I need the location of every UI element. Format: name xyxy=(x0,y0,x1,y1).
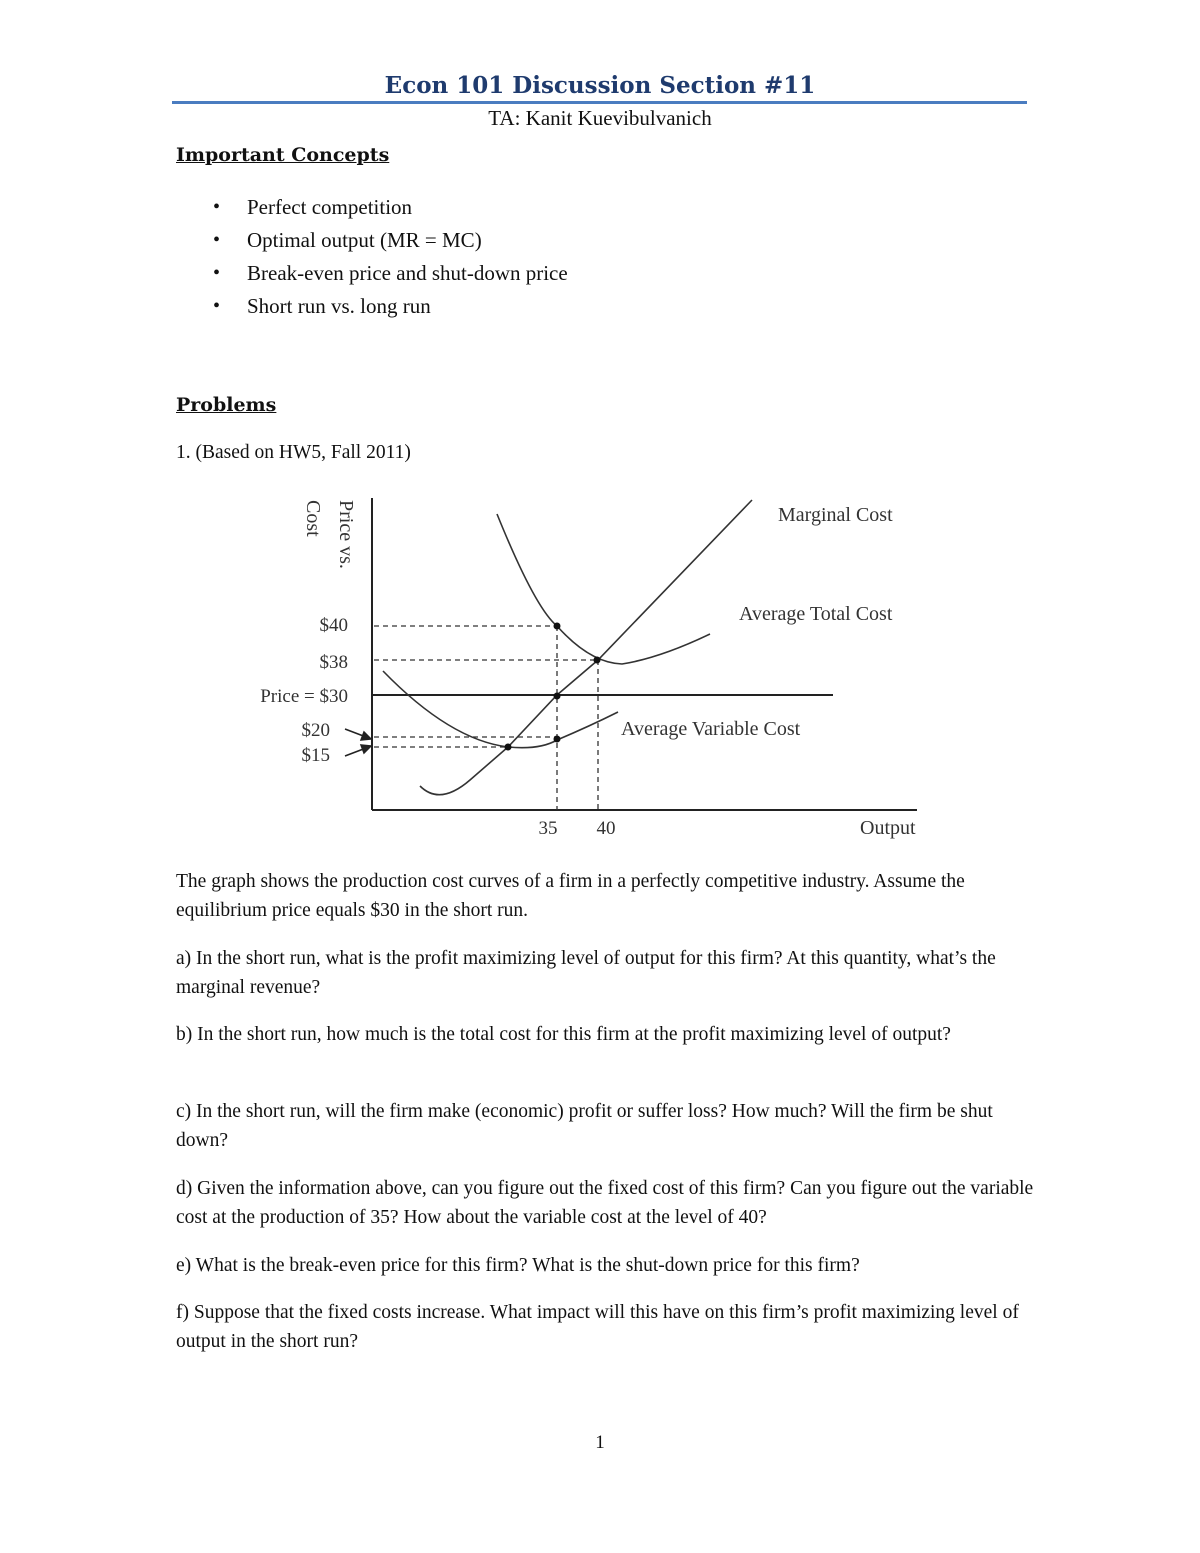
y-axis-title-line1: Price vs. xyxy=(335,500,357,569)
y-tick-20: $20 xyxy=(301,720,330,741)
concepts-heading: Important Concepts xyxy=(176,144,390,166)
list-item: • Perfect competition xyxy=(213,195,413,219)
x-axis-title: Output xyxy=(860,817,916,839)
y-tick-40: $40 xyxy=(319,615,348,636)
tick-arrows xyxy=(345,729,371,756)
arrow-20-head xyxy=(361,732,371,740)
avc-label: Average Variable Cost xyxy=(621,718,801,740)
point-35-20 xyxy=(554,736,561,743)
page-title: Econ 101 Discussion Section #11 xyxy=(384,72,816,99)
cost-curves-chart xyxy=(0,488,1200,848)
y-tick-38: $38 xyxy=(319,652,348,673)
question-d: d) Given the information above, can you figure out the fixed cost of this firm? Can you figure out the variable cost at the production of 35? How about the variable cost at the level of 40? xyxy=(176,1178,1034,1228)
y-axis-title-line2: Cost xyxy=(302,500,324,537)
problems-heading: Problems xyxy=(176,394,277,416)
list-item: • Short run vs. long run xyxy=(213,294,431,318)
page-number: 1 xyxy=(595,1432,605,1453)
point-35-40 xyxy=(554,623,561,630)
bullet-icon: • xyxy=(213,229,221,251)
title-rule xyxy=(172,101,1027,104)
average-variable-cost-curve xyxy=(383,671,618,748)
question-e: e) What is the break-even price for this firm? What is the shut-down price for this firm? xyxy=(176,1255,860,1276)
question-b: b) In the short run, how much is the total cost for this firm at the profit maximizing level of output? xyxy=(176,1024,951,1045)
concepts-list xyxy=(176,193,568,325)
arrow-15-head xyxy=(361,745,371,753)
question-c: c) In the short run, will the firm make (economic) profit or suffer loss? How much? Will the firm be shut down? xyxy=(176,1101,993,1151)
question-a: a) In the short run, what is the profit maximizing level of output for this firm? At this quantity, what’s the marginal revenue? xyxy=(176,948,996,998)
point-avc-min xyxy=(505,744,512,751)
list-item: • Break-even price and shut-down price xyxy=(213,261,568,285)
guide-lines xyxy=(374,626,598,810)
bullet-icon: • xyxy=(213,262,221,284)
problem-1-label: 1. (Based on HW5, Fall 2011) xyxy=(176,442,411,463)
intro-paragraph: The graph shows the production cost curves of a firm in a perfectly competitive industry. Assume the equilibrium price equals $30 in the short run. xyxy=(176,871,965,921)
x-tick-40: 40 xyxy=(596,818,616,839)
question-f: f) Suppose that the fixed costs increase. What impact will this have on this firm’s profit maximizing level of output in the short run? xyxy=(176,1302,1019,1352)
mc-label: Marginal Cost xyxy=(778,504,893,526)
list-item: • Optimal output (MR = MC) xyxy=(213,228,482,252)
y-tick-15: $15 xyxy=(301,745,330,766)
point-40-38 xyxy=(594,657,601,664)
y-tick-price: Price = $30 xyxy=(260,686,348,707)
marked-points xyxy=(505,623,601,751)
x-tick-35: 35 xyxy=(538,818,558,839)
point-35-30 xyxy=(554,693,561,700)
bullet-icon: • xyxy=(213,295,221,317)
marginal-cost-curve xyxy=(420,500,752,795)
atc-label: Average Total Cost xyxy=(739,603,893,625)
average-total-cost-curve xyxy=(497,514,710,664)
ta-name: TA: Kanit Kuevibulvanich xyxy=(488,106,712,130)
bullet-icon: • xyxy=(213,196,221,218)
